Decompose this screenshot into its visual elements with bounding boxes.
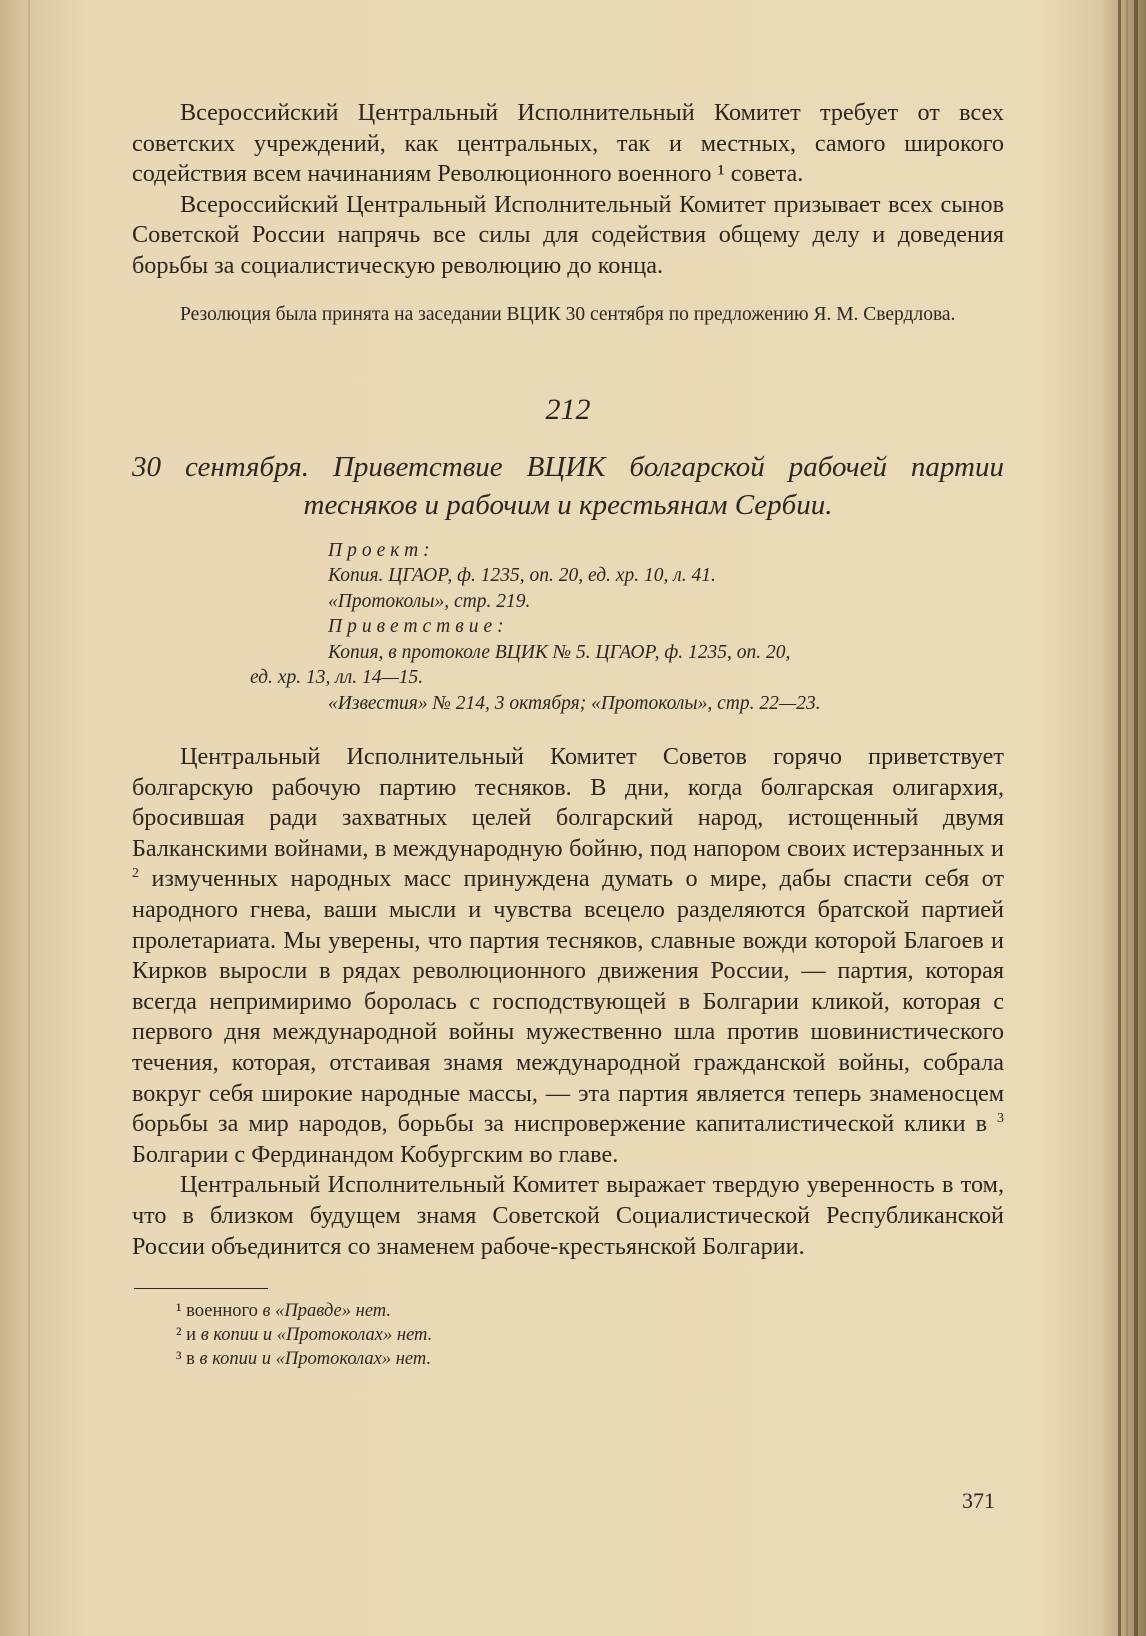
source-label-greeting: Приветствие: (328, 616, 509, 638)
source-line: «Протоколы», стр. 219. (328, 590, 531, 612)
body-paragraph-1 (132, 742, 1004, 1170)
source-label-project: Проект: (328, 539, 435, 561)
document-body (132, 742, 1004, 1262)
footnote: ¹ военного в «Правде» нет. (176, 1301, 392, 1322)
paragraph-top-1: Всероссийский Центральный Исполнительный Комитет требует от всех советских учреждений, как центральных, так и местных, самого широкого содействия всем начинаниям Революционного военного ¹ совета. (132, 99, 1004, 188)
footnote-ref: 3 (997, 1111, 1004, 1127)
footnotes (176, 1299, 1004, 1371)
resolution-note: Резолюция была принята на заседании ВЦИК 30 сентября по предложению Я. М. Свердлова. (180, 303, 956, 325)
document-title: 30 сентября. Приветствие ВЦИК болгарской рабочей партии тесняков и рабочим и крестьянам Сербии. (132, 450, 1004, 521)
body-paragraph-2: Центральный Исполнительный Комитет выражает твердую уверенность в том, что в близком будущем знамя Советской Социалистической Республиканской России объединится со знаменем рабоче-крестьянской Болгарии. (132, 1171, 1004, 1260)
source-line: Копия. ЦГАОР, ф. 1235, оп. 20, ед. хр. 10, л. 41. (328, 565, 716, 587)
page-content (132, 98, 1004, 1371)
page-gutter (28, 0, 30, 1636)
paragraph-top-2: Всероссийский Центральный Исполнительный Комитет призывает всех сынов Советской России напрячь все силы для содействия общему делу и доведения борьбы за социалистическую революцию до конца. (132, 190, 1004, 279)
page-edge (1126, 0, 1128, 1636)
footnote: ³ в в копии и «Протоколах» нет. (176, 1349, 432, 1370)
page-number: 371 (962, 1488, 995, 1513)
page-edge (1118, 0, 1121, 1636)
page-edge (1134, 0, 1138, 1636)
body-text: Центральный Исполнительный Комитет Советов горячо приветствует болгарскую рабочую партию тесняков. В дни, когда болгарская олигархия, бросившая ради захватных целей болгарский народ, истощенный двумя Балканскими войнами, в международную бойню, под напором своих истерзанных и (132, 743, 1004, 862)
footnote-ref: 2 (132, 866, 139, 882)
source-line: «Известия» № 214, 3 октября; «Протоколы», стр. 22—23. (328, 692, 821, 714)
source-line: ед. хр. 13, лл. 14—15. (250, 667, 424, 689)
footnote-divider (134, 1288, 268, 1289)
footnote: ² и в копии и «Протоколах» нет. (176, 1325, 433, 1346)
source-line: Копия, в протоколе ВЦИК № 5. ЦГАОР, ф. 1235, оп. 20, (328, 641, 791, 663)
document-number: 212 (545, 392, 591, 426)
sources-block (132, 538, 1004, 717)
body-text: измученных народных масс принуждена думать о мире, дабы спасти себя от народного гнева, ваши мысли и чувства всецело разделяются братской партией пролетариата. Мы уверены, что партия тесняков, славные вожди которой Благоев и Кирков выросли в рядах революционного движения России, — партия, которая всегда непримиримо боролась с господствующей в Болгарии кликой, которая с первого дня международной войны мужественно шла против шовинистического течения, которая, отстаивая знамя международной гражданской войны, собрала вокруг себя широкие народные массы, — эта партия является теперь знаменосцем борьбы за мир народов, борьбы за ниспровержение капиталистической клики в (132, 865, 1005, 1138)
body-text: Болгарии с Фердинандом Кобургским во главе. (132, 1140, 619, 1168)
